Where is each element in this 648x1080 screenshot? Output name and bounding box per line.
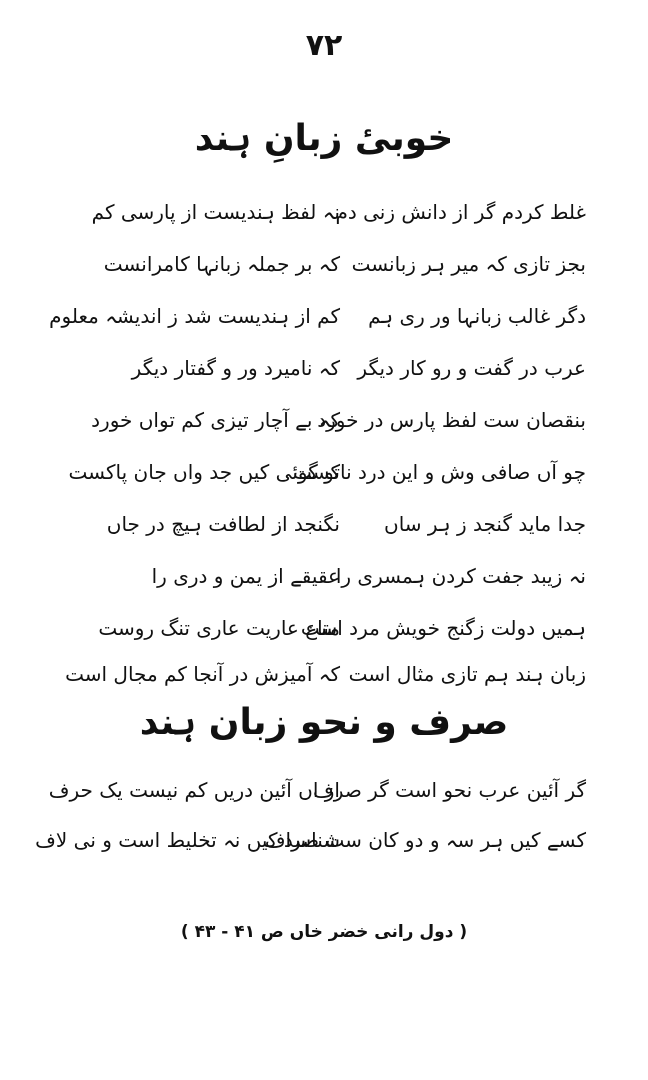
second-hemistich: تو گوئی کیں جد واں جان پاکست xyxy=(68,460,340,484)
second-hemistich: کم از ہندیست شد ز اندیشہ معلوم xyxy=(49,304,340,328)
first-hemistich: چو آں صافی وش و این درد ناکست xyxy=(293,460,586,484)
first-hemistich: ہمیں دولت زگنج خویش مرد است xyxy=(300,616,586,640)
second-hemistich: کہ نامیرد ور و گفتار دیگر xyxy=(131,356,340,380)
couplet xyxy=(0,346,648,406)
couplet xyxy=(0,818,648,878)
couplet xyxy=(0,398,648,458)
first-hemistich: کسے کیں ہر سہ و دو کان ست صراف xyxy=(264,828,586,852)
second-hemistich: نگنجد از لطافت ہیچ در جاں xyxy=(106,512,340,536)
second-hemistich: عقیقے از یمن و دری را xyxy=(151,564,340,588)
couplet xyxy=(0,294,648,354)
second-hemistich: کہ بے آچار تیزی کم تواں خورد xyxy=(91,408,340,432)
second-hemistich: از اں آئین دریں کم نیست یک حرف xyxy=(48,778,340,802)
first-hemistich: نہ زیبد جفت کردن ہمسری را xyxy=(335,564,586,588)
first-hemistich: بجز تازی کہ میر ہر زبانست xyxy=(351,252,586,276)
first-hemistich: زبان ہند ہم تازی مثال است xyxy=(348,662,586,686)
first-hemistich: دگر غالب زبانہا ور ری ہم xyxy=(368,304,586,328)
section-heading-language-merit: خوبیٔ زبانِ ہند xyxy=(194,118,454,159)
first-hemistich: جدا ماید گنجد ز ہر ساں xyxy=(384,512,586,536)
couplet xyxy=(0,502,648,562)
second-hemistich: کہ آمیزش در آنجا کم مجال است xyxy=(65,662,340,686)
first-hemistich: گر آئین عرب نحو است گر صرف xyxy=(313,778,586,802)
first-hemistich: عرب در گفت و رو کار دیگر xyxy=(357,356,586,380)
second-hemistich: شناسد کیں نہ تخلیط است و نی لاف xyxy=(35,828,340,852)
couplet xyxy=(0,190,648,250)
second-hemistich: کہ بر جملہ زبانہا کامرانست xyxy=(103,252,340,276)
section-heading-grammar: صرف و نحو زبان ہند xyxy=(139,702,509,743)
first-hemistich: بنقصان ست لفظ پارس در خورد xyxy=(317,408,586,432)
first-hemistich: غلط کردم گر از دانش زنی دم xyxy=(335,200,586,224)
second-hemistich: متاع عاریت عاری تنگ روست xyxy=(98,616,340,640)
source-citation: ( دول رانی خضر خاں ص ۴۱ - ۴۳ ) xyxy=(180,922,468,942)
second-hemistich: نہ لفظ ہندیست از پارسی کم xyxy=(91,200,340,224)
couplet xyxy=(0,554,648,614)
page-number: ۷۲ xyxy=(305,28,343,63)
couplet xyxy=(0,450,648,510)
couplet xyxy=(0,242,648,302)
